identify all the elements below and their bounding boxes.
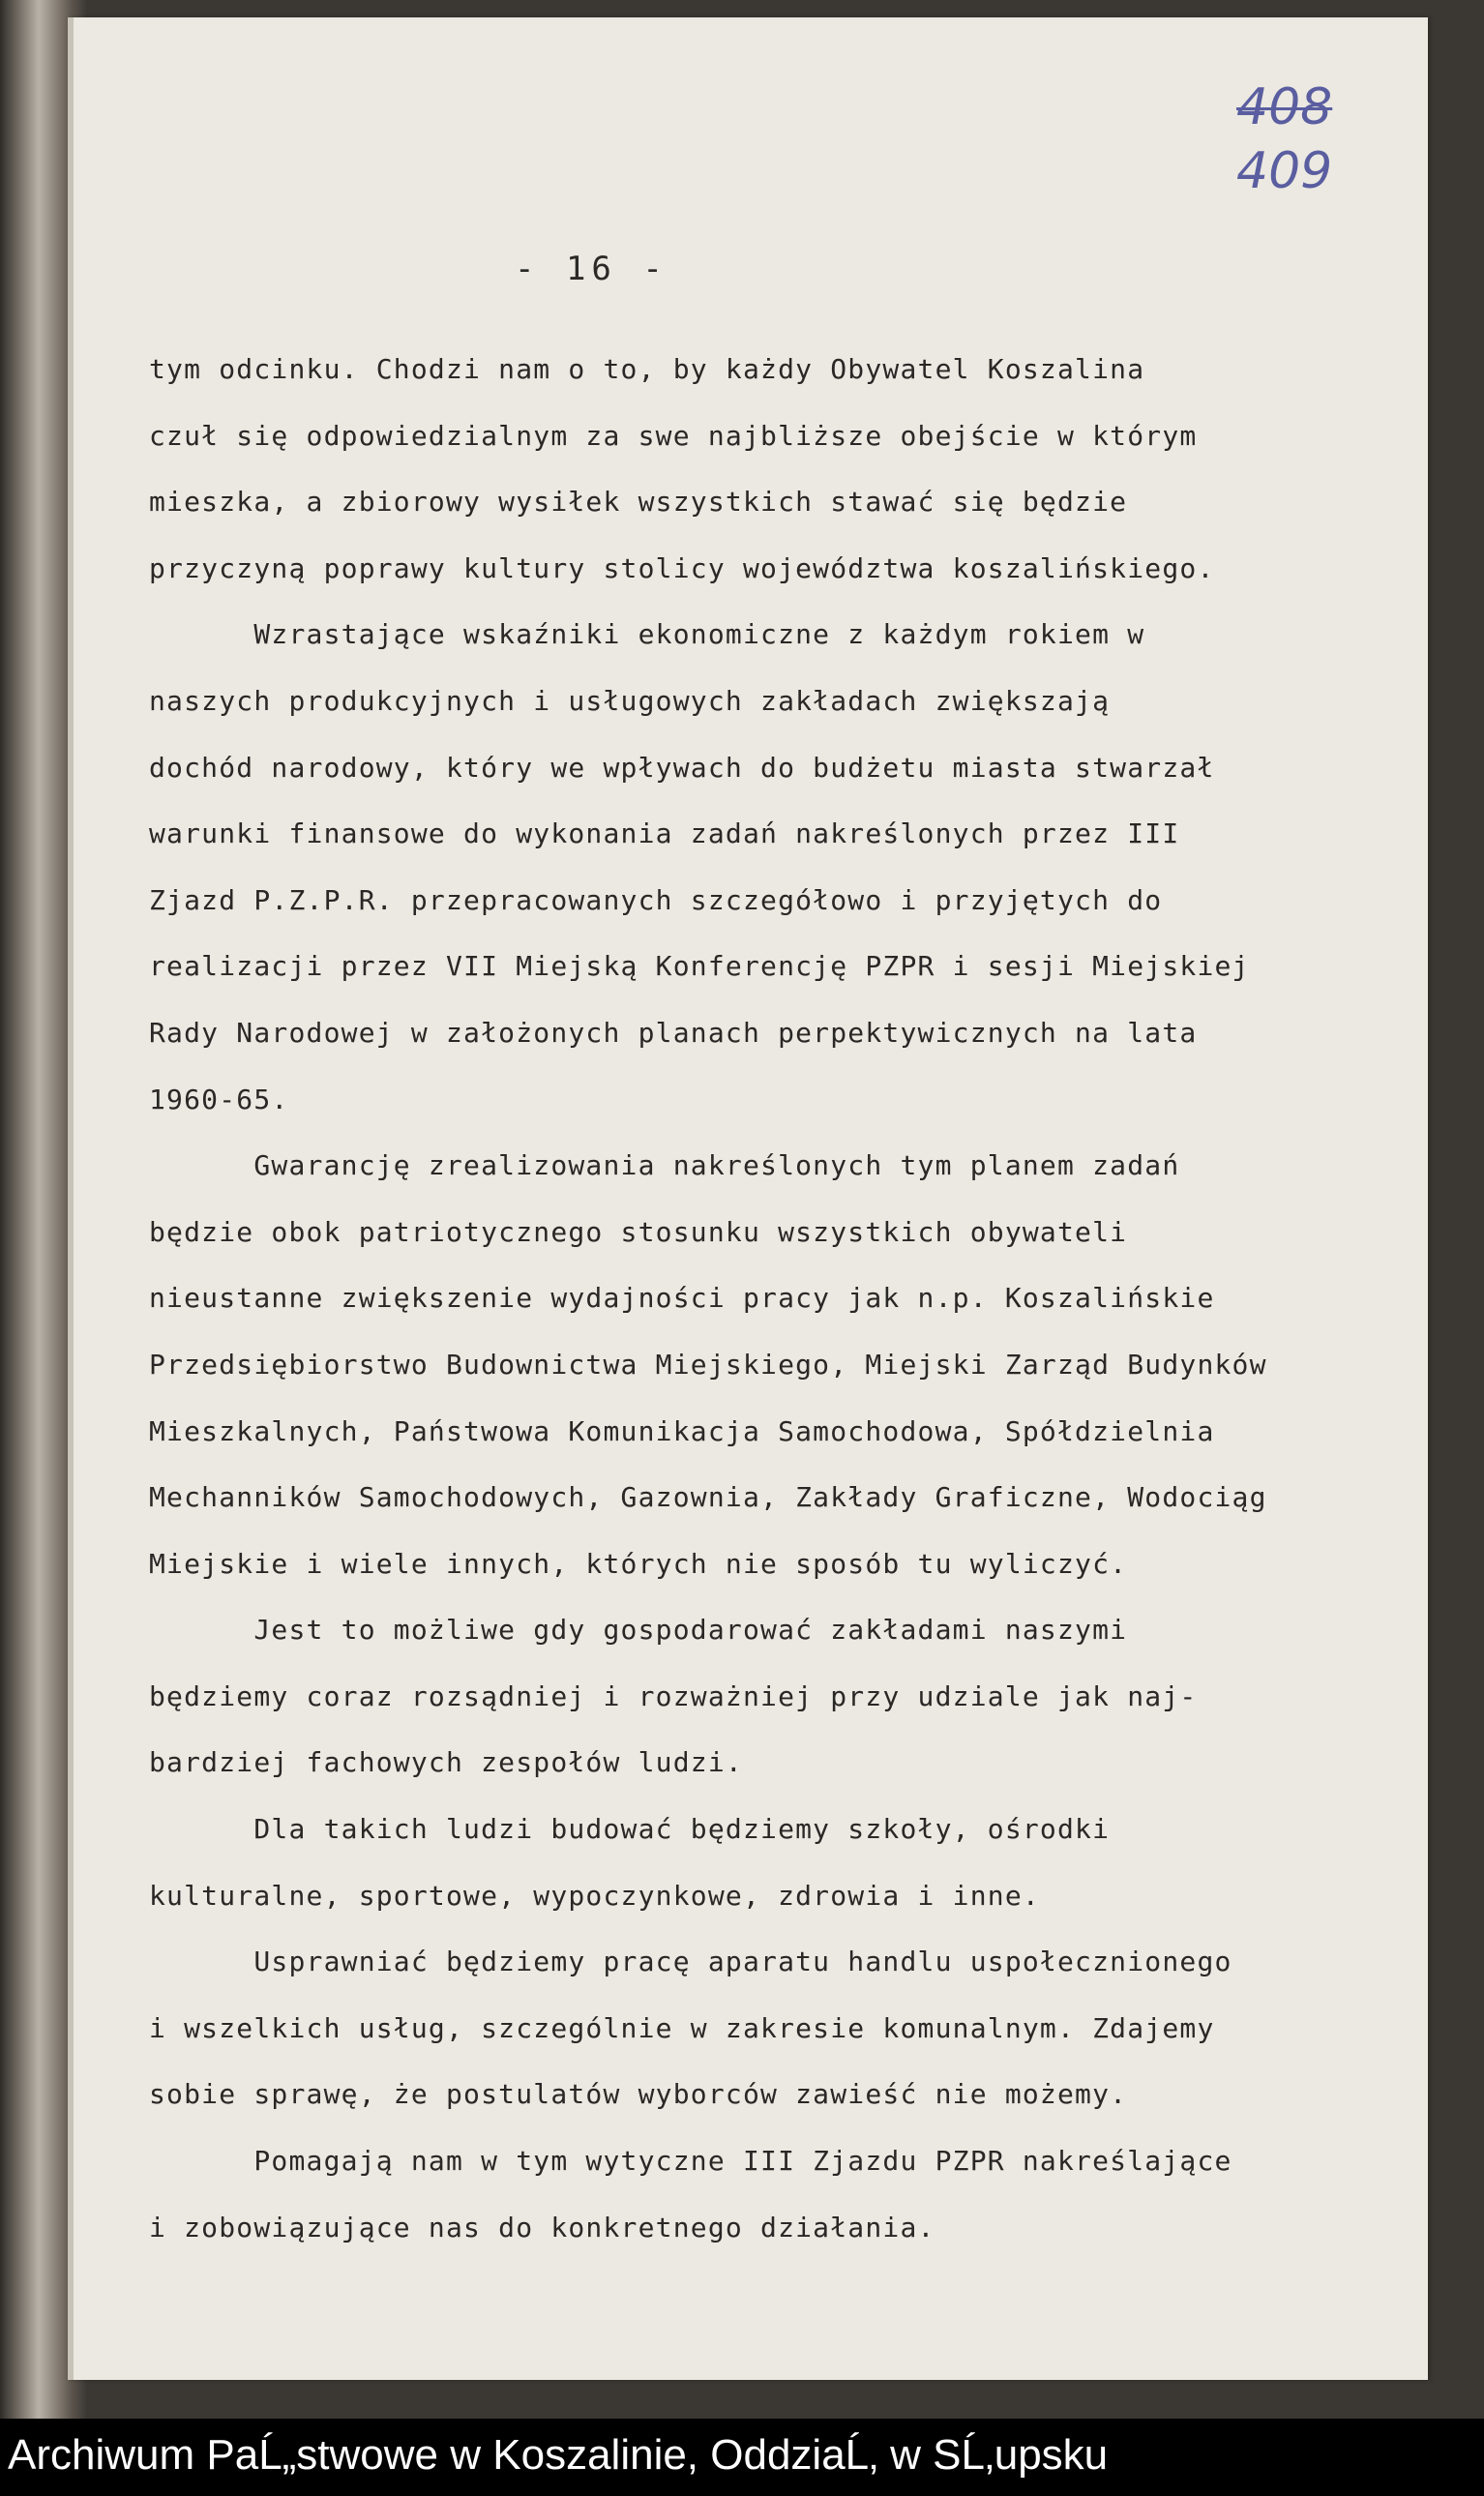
- text-line: Usprawniać będziemy pracę aparatu handlu uspołecznionego: [149, 1946, 1232, 1978]
- text-line: warunki finansowe do wykonania zadań nakreślonych przez III: [149, 817, 1180, 850]
- archive-page-number: [1236, 75, 1343, 203]
- text-line: realizacji przez VII Miejską Konferencję PZPR i sesji Miejskiej: [149, 950, 1250, 983]
- text-line: mieszka, a zbiorowy wysiłek wszystkich stawać się będzie: [149, 486, 1128, 519]
- text-line: Dla takich ludzi budować będziemy szkoły, ośrodki: [149, 1813, 1111, 1846]
- text-line: Jest to możliwe gdy gospodarować zakładami naszymi: [149, 1614, 1128, 1647]
- page-number: - 16 -: [515, 250, 668, 288]
- archive-number-struck: 408: [1236, 78, 1333, 136]
- text-line: czuł się odpowiedzialnym za swe najbliższe obejście w którym: [149, 419, 1198, 452]
- typewritten-body: [149, 337, 1484, 2261]
- text-line: 1960-65.: [149, 1083, 289, 1115]
- text-line: tym odcinku. Chodzi nam o to, by każdy Obywatel Koszalina: [149, 353, 1145, 385]
- text-line: dochód narodowy, który we wpływach do budżetu miasta stwarzał: [149, 751, 1215, 784]
- text-line: naszych produkcyjnych i usługowych zakładach zwiększają: [149, 684, 1111, 717]
- text-line: i wszelkich usług, szczególnie w zakresie komunalnym. Zdajemy: [149, 2011, 1215, 2044]
- archive-number-current: 409: [1236, 142, 1333, 200]
- text-line: będzie obok patriotycznego stosunku wszystkich obywateli: [149, 1215, 1128, 1248]
- text-line: będziemy coraz rozsądniej i rozważniej przy udziale jak naj-: [149, 1679, 1198, 1712]
- text-line: Miejskie i wiele innych, których nie sposób tu wyliczyć.: [149, 1547, 1128, 1580]
- document-page: [68, 17, 1428, 2380]
- text-line: i zobowiązujące nas do konkretnego działania.: [149, 2211, 935, 2243]
- text-line: Zjazd P.Z.P.R. przepracowanych szczegółowo i przyjętych do: [149, 883, 1163, 916]
- archive-caption: Archiwum PaĹ„stwowe w Koszalinie, OddziaĹ‚ w SĹ‚upsku: [8, 2431, 1109, 2479]
- text-line: Mieszkalnych, Państwowa Komunikacja Samochodowa, Spółdzielnia: [149, 1414, 1215, 1447]
- text-line: Gwarancję zrealizowania nakreślonych tym planem zadań: [149, 1149, 1180, 1182]
- text-line: bardziej fachowych zespołów ludzi.: [149, 1746, 743, 1779]
- text-line: Mechanników Samochodowych, Gazownia, Zakłady Graficzne, Wodociąg: [149, 1481, 1267, 1514]
- text-line: Pomagają nam w tym wytyczne III Zjazdu PZPR nakreślające: [149, 2145, 1232, 2178]
- text-line: sobie sprawę, że postulatów wyborców zawieść nie możemy.: [149, 2078, 1128, 2111]
- text-line: przyczyną poprawy kultury stolicy województwa koszalińskiego.: [149, 551, 1215, 584]
- text-line: Rady Narodowej w założonych planach perpektywicznych na lata: [149, 1016, 1198, 1049]
- archive-caption-bar: [0, 2419, 1484, 2496]
- text-line: Przedsiębiorstwo Budownictwa Miejskiego, Miejski Zarząd Budynków: [149, 1348, 1267, 1381]
- text-line: Wzrastające wskaźniki ekonomiczne z każdym rokiem w: [149, 618, 1145, 651]
- text-line: kulturalne, sportowe, wypoczynkowe, zdrowia i inne.: [149, 1879, 1040, 1912]
- text-line: nieustanne zwiększenie wydajności pracy jak n.p. Koszalińskie: [149, 1282, 1215, 1315]
